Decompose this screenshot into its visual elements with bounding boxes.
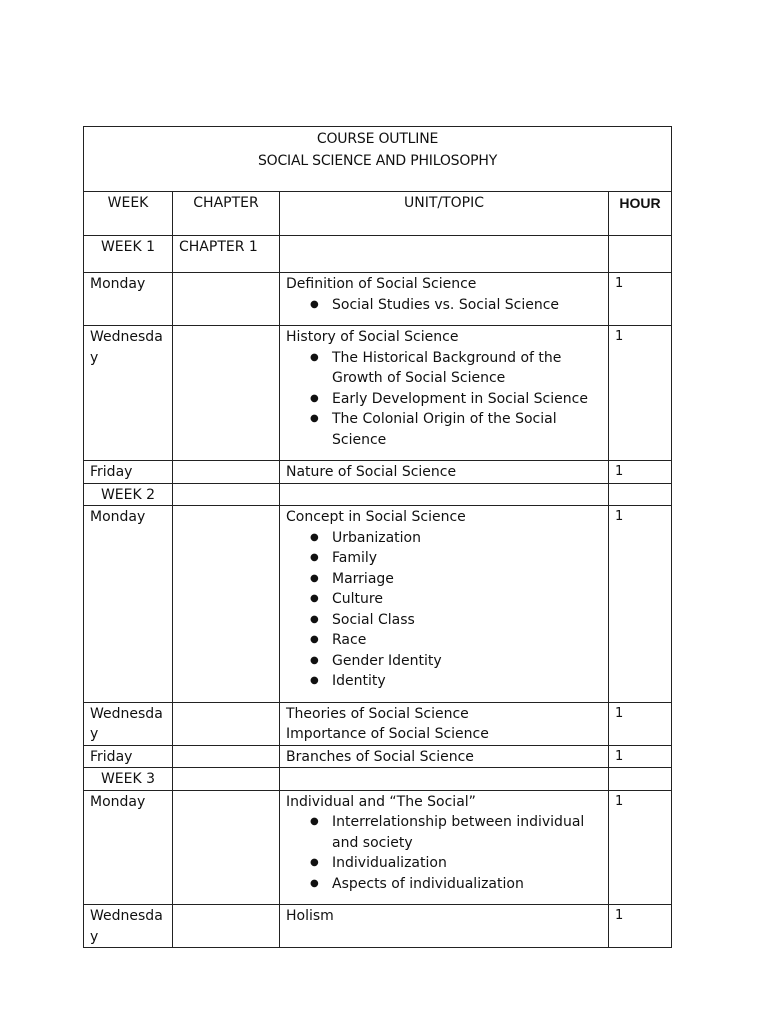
topic-cell	[280, 702, 609, 745]
empty-cell	[173, 702, 280, 745]
topic-title: Definition of Social Science	[286, 276, 477, 292]
topic-title: Concept in Social Science	[286, 509, 466, 525]
topic-bullets	[286, 348, 602, 451]
list-item: ● Culture	[332, 589, 602, 610]
day-row	[84, 702, 672, 745]
week-label: WEEK 1	[84, 236, 173, 273]
hour-value: 1	[609, 326, 672, 461]
topic-title: Theories of Social Science	[286, 705, 469, 722]
empty-cell	[173, 768, 280, 791]
day-label-line: y	[90, 928, 99, 945]
empty-cell	[609, 768, 672, 791]
course-subject-title: SOCIAL SCIENCE AND PHILOSOPHY	[257, 153, 498, 169]
empty-cell	[280, 483, 609, 506]
course-outline-title: COURSE OUTLINE	[316, 131, 439, 147]
course-outline-table	[83, 126, 672, 948]
day-row	[84, 905, 672, 948]
list-item: ● Urbanization	[332, 528, 602, 549]
empty-cell	[173, 461, 280, 484]
day-label	[84, 326, 173, 461]
empty-cell	[173, 483, 280, 506]
empty-cell	[173, 745, 280, 768]
day-label-line: Wednesda	[90, 705, 163, 722]
day-row	[84, 273, 672, 326]
week-row	[84, 483, 672, 506]
topic-title: Holism	[280, 905, 609, 948]
hour-value: 1	[609, 790, 672, 905]
hour-value: 1	[609, 702, 672, 745]
day-row	[84, 745, 672, 768]
day-label: Monday	[84, 506, 173, 703]
topic-title: Branches of Social Science	[280, 745, 609, 768]
hour-value: 1	[609, 273, 672, 326]
day-label: Monday	[84, 790, 173, 905]
week-label: WEEK 3	[84, 768, 173, 791]
header-week: WEEK	[84, 192, 173, 236]
day-label-line: y	[90, 726, 99, 742]
day-label: Friday	[84, 745, 173, 768]
empty-cell	[173, 790, 280, 905]
empty-cell	[609, 236, 672, 273]
hour-value: 1	[609, 461, 672, 484]
topic-cell	[280, 790, 609, 905]
week-row	[84, 768, 672, 791]
day-label: Monday	[84, 273, 173, 326]
day-label-line: y	[90, 349, 99, 366]
list-item: ● Gender Identity	[332, 651, 602, 672]
day-label-line: Wednesda	[90, 329, 163, 345]
day-row	[84, 790, 672, 905]
week-row	[84, 236, 672, 273]
title-cell	[84, 127, 672, 192]
topic-title: Importance of Social Science	[286, 726, 489, 742]
day-label	[84, 905, 173, 948]
topic-title: Nature of Social Science	[280, 461, 609, 484]
topic-title: History of Social Science	[286, 329, 459, 345]
header-chapter: CHAPTER	[173, 192, 280, 236]
empty-cell	[173, 273, 280, 326]
list-item: ● Marriage	[332, 569, 602, 590]
empty-cell	[609, 483, 672, 506]
list-item: ● The Historical Background of the Growth of Social Science	[332, 348, 602, 389]
empty-cell	[173, 326, 280, 461]
topic-cell	[280, 506, 609, 703]
header-hour: HOUR	[609, 192, 672, 236]
list-item: ● Race	[332, 630, 602, 651]
hour-value: 1	[609, 506, 672, 703]
empty-cell	[173, 905, 280, 948]
header-row	[84, 192, 672, 236]
list-item: ● Aspects of individualization	[332, 874, 602, 895]
list-item: ● Identity	[332, 671, 602, 692]
topic-title: Individual and “The Social”	[286, 793, 476, 810]
empty-cell	[173, 506, 280, 703]
topic-bullets	[286, 295, 602, 316]
day-row	[84, 461, 672, 484]
list-item: ● Interrelationship between individual and society	[332, 812, 602, 853]
day-row	[84, 326, 672, 461]
chapter-label: CHAPTER 1	[173, 236, 280, 273]
empty-cell	[280, 768, 609, 791]
topic-bullets	[286, 812, 602, 894]
title-row	[84, 127, 672, 192]
day-label: Friday	[84, 461, 173, 484]
list-item: ● The Colonial Origin of the Social Science	[332, 409, 602, 450]
list-item: ● Social Class	[332, 610, 602, 631]
hour-value: 1	[609, 905, 672, 948]
list-item: ● Individualization	[332, 853, 602, 874]
topic-cell	[280, 326, 609, 461]
day-label	[84, 702, 173, 745]
list-item: ● Social Studies vs. Social Science	[332, 295, 602, 316]
topic-cell	[280, 273, 609, 326]
list-item: ● Early Development in Social Science	[332, 389, 602, 410]
list-item: ● Family	[332, 548, 602, 569]
topic-bullets	[286, 528, 602, 692]
day-label-line: Wednesda	[90, 908, 163, 924]
week-label: WEEK 2	[84, 483, 173, 506]
header-topic: UNIT/TOPIC	[280, 192, 609, 236]
empty-cell	[280, 236, 609, 273]
day-row	[84, 506, 672, 703]
hour-value: 1	[609, 745, 672, 768]
